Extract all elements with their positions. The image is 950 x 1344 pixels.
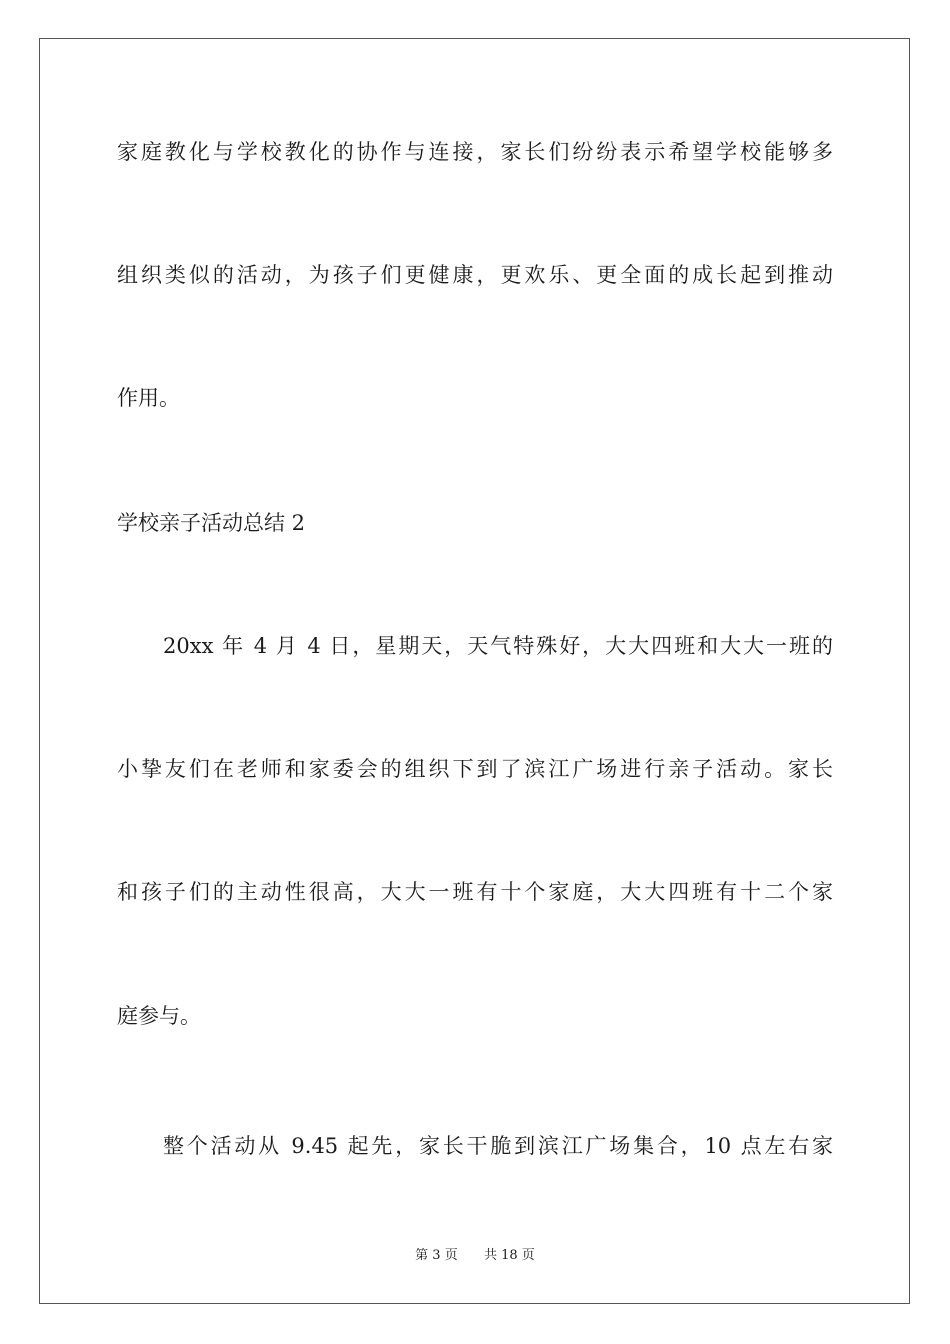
section-heading: 学校亲子活动总结 2	[117, 511, 306, 535]
page-number: 第 3 页	[415, 1248, 458, 1263]
paragraph-line-8: 庭参与。	[117, 1004, 201, 1028]
page-total: 共 18 页	[484, 1248, 535, 1263]
paragraph-line-5: 20xx 年 4 月 4 日，星期天，天气特殊好，大大四班和大大一班的	[163, 634, 833, 658]
paragraph-line-1: 家庭教化与学校教化的协作与连接，家长们纷纷表示希望学校能够多	[117, 140, 833, 164]
paragraph-line-3: 作用。	[117, 386, 180, 410]
paragraph-line-9: 整个活动从 9.45 起先，家长干脆到滨江广场集合，10 点左右家	[163, 1134, 833, 1158]
paragraph-line-7: 和孩子们的主动性很高，大大一班有十个家庭，大大四班有十二个家	[117, 880, 833, 904]
page-footer	[0, 1247, 950, 1265]
paragraph-line-2: 组织类似的活动，为孩子们更健康，更欢乐、更全面的成长起到推动	[117, 263, 833, 287]
paragraph-line-6: 小挚友们在老师和家委会的组织下到了滨江广场进行亲子活动。家长	[117, 757, 833, 781]
page-border	[39, 38, 910, 1304]
